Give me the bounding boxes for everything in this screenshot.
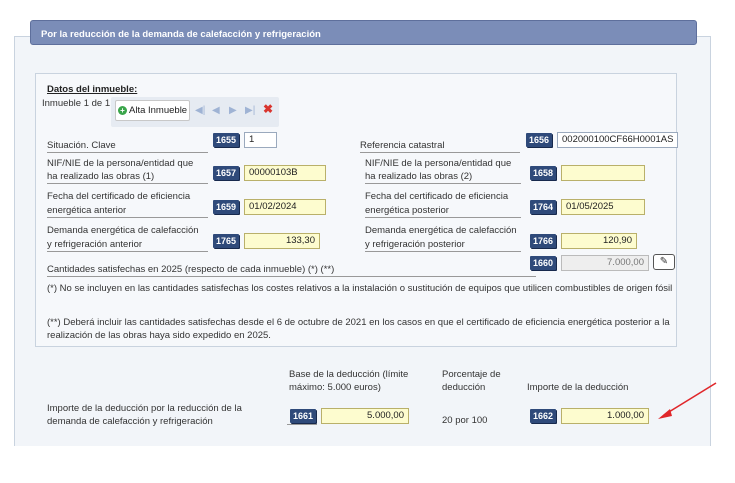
nif2-field[interactable]: [561, 165, 645, 181]
edit-icon[interactable]: ✎: [653, 254, 675, 270]
base-field[interactable]: 5.000,00: [321, 408, 409, 424]
dem-post-label-1: Demanda energética de calefacción: [365, 225, 517, 236]
fecha-ant-label-2: energética anterior: [47, 204, 208, 218]
next-icon[interactable]: ▶: [229, 105, 237, 116]
fecha-post-label-2: energética posterior: [365, 204, 521, 218]
add-property-label: Alta Inmueble: [129, 105, 188, 116]
nif2-label-2: ha realizado las obras (2): [365, 170, 521, 184]
property-toolbar: [111, 97, 279, 127]
col-base-2: máximo: 5.000 euros): [289, 382, 381, 393]
row-label-2: demanda de calefacción y refrigeración: [47, 416, 213, 427]
dem-ant-field[interactable]: 133,30: [244, 233, 320, 249]
code-1659: 1659: [213, 200, 239, 214]
plus-icon: +: [118, 106, 127, 115]
importe-field[interactable]: 1.000,00: [561, 408, 649, 424]
prev-icon[interactable]: ◀: [212, 105, 220, 116]
delete-icon[interactable]: ✖: [263, 102, 274, 116]
code-1656: 1656: [526, 133, 552, 147]
code-1655: 1655: [213, 133, 239, 147]
fecha-post-field[interactable]: 01/05/2025: [561, 199, 645, 215]
section-header: Por la reducción de la demanda de calefacción y refrigeración: [30, 20, 697, 45]
dem-post-label-2: y refrigeración posterior: [365, 238, 521, 252]
arrow-annotation: [650, 380, 720, 425]
nif1-label-2: ha realizado las obras (1): [47, 170, 208, 184]
col-importe: Importe de la deducción: [527, 382, 629, 393]
first-icon[interactable]: ◀|: [195, 105, 206, 116]
code-1658: 1658: [530, 166, 556, 180]
note-1: (*) No se incluyen en las cantidades satisfechas los costes relativos a la instalación o sustitución de equipos que utilicen combustibles de origen fósil: [47, 283, 673, 294]
col-pct-2: deducción: [442, 382, 486, 393]
referencia-field[interactable]: 002000100CF66H0001AS: [557, 132, 678, 148]
code-1661: 1661: [290, 409, 316, 423]
code-1660: 1660: [530, 256, 556, 270]
note-2: (**) Deberá incluir las cantidades satisfechas desde el 6 de octubre de 2021 en los casos en que el certificado de eficiencia energética posterior a la realización de las obras haya sido expedido en 2025.: [47, 317, 670, 341]
cantidades-label: Cantidades satisfechas en 2025 (respecto de cada inmueble) (*) (**): [47, 263, 536, 277]
code-1662: 1662: [530, 409, 556, 423]
dem-ant-label-1: Demanda energética de calefacción: [47, 225, 199, 236]
situacion-field[interactable]: 1: [244, 132, 277, 148]
dem-ant-label-2: y refrigeración anterior: [47, 238, 208, 252]
referencia-label: Referencia catastral: [360, 139, 520, 153]
cantidades-field[interactable]: 7.000,00: [561, 255, 649, 271]
fecha-ant-field[interactable]: 01/02/2024: [244, 199, 326, 215]
last-icon[interactable]: ▶|: [245, 105, 256, 116]
add-property-button[interactable]: [115, 100, 190, 121]
property-counter: Inmueble 1 de 1: [42, 98, 111, 109]
nif2-label-1: NIF/NIE de la persona/entidad que: [365, 158, 512, 169]
fecha-post-label-1: Fecha del certificado de eficiencia: [365, 191, 509, 202]
col-base-1: Base de la deducción (límite: [289, 369, 409, 380]
dem-post-field[interactable]: 120,90: [561, 233, 637, 249]
code-1766: 1766: [530, 234, 556, 248]
nif1-field[interactable]: 00000103B: [244, 165, 326, 181]
col-pct-1: Porcentaje de: [442, 369, 501, 380]
code-1765: 1765: [213, 234, 239, 248]
code-1657: 1657: [213, 166, 239, 180]
fecha-ant-label-1: Fecha del certificado de eficiencia: [47, 191, 191, 202]
row-label-1: Importe de la deducción por la reducción de la: [47, 403, 242, 414]
nif1-label-1: NIF/NIE de la persona/entidad que: [47, 158, 194, 169]
code-1764: 1764: [530, 200, 556, 214]
base-underline: [287, 424, 317, 425]
pct-value: 20 por 100: [442, 415, 488, 426]
situacion-label: Situación. Clave: [47, 139, 208, 153]
property-heading: Datos del inmueble:: [47, 84, 138, 95]
